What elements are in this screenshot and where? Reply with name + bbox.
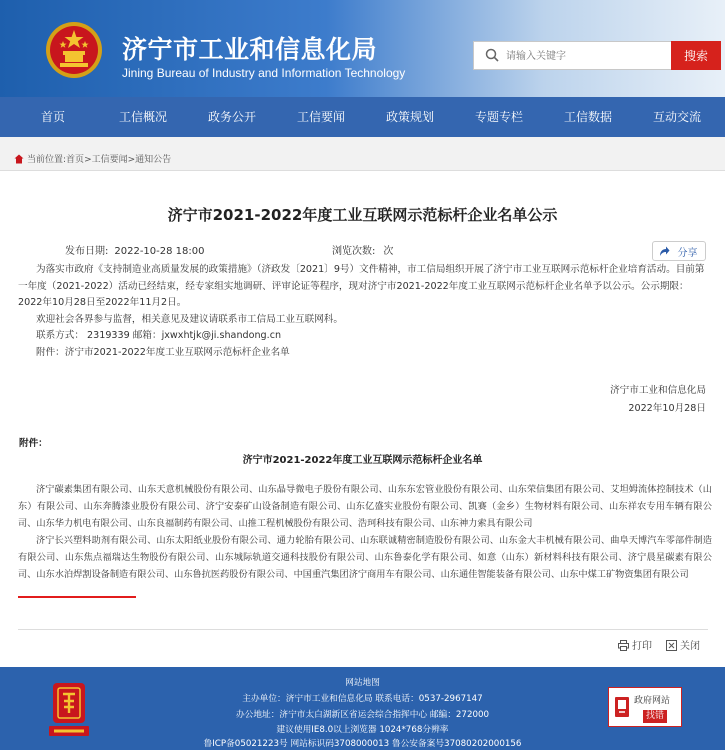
article-paragraph: 为落实市政府《支持制造业高质量发展的政策措施》（济政发〔2021〕9号）文件精神，市工信局组织开展了济宁市工业互联网示范标杆企业培育活动。目前第一年度（2021-2022）活动已经结束，经专家组实地调研、评审论证等程序，现对济宁市2021-2022年度工业互联网示范标杆企业名单予以公示。公示期限：2022年10月28日至2022年11月2日。 [18, 264, 705, 309]
company-paragraph: 济宁长兴塑料助剂有限公司、山东太阳纸业股份有限公司、通力轮胎有限公司、山东联诚精密制造股份有限公司、山东金大丰机械有限公司、曲阜天博汽车零部件制造有限公司、山东焦点福瑞达生物股份有限公司、山东城际轨道交通科技股份有限公司、山东鲁泰化学有限公司、如意（山东）新材料科技有限公司、济宁晨星碳素有限公司、山东水泊焊割设备制造有限公司、山东鲁抗医药股份有限公司、中国重汽集团济宁商用车有限公司、山东通佳智能装备有限公司、山东中煤工矿物资集团有限公司 [18, 535, 712, 581]
close-icon [666, 640, 677, 651]
print-label: 打印 [632, 641, 652, 652]
breadcrumb-notices[interactable]: 通知公告 [135, 155, 172, 165]
signer-date: 2022年10月28日 [628, 403, 706, 414]
breadcrumb-separator: > [84, 155, 92, 165]
nav-item-data[interactable]: 工信数据 [563, 110, 612, 124]
national-emblem-icon [44, 20, 104, 80]
nav-item-home[interactable]: 首页 [40, 110, 65, 124]
view-count [332, 242, 393, 257]
gov-badge-action: 找错 [643, 710, 667, 723]
article-body [18, 262, 710, 362]
publish-date-label: 发布日期: [65, 246, 109, 257]
company-list [18, 481, 712, 584]
nav-item-overview[interactable]: 工信概况 [118, 110, 167, 124]
view-count-label: 浏览次数: [332, 246, 376, 257]
attachment-title: 济宁市2021-2022年度工业互联网示范标杆企业名单 [242, 455, 483, 466]
company-paragraph: 济宁碳素集团有限公司、山东天意机械股份有限公司、山东晶导微电子股份有限公司、山东东宏管业股份有限公司、山东荣信集团有限公司、艾坦姆流体控制技术（山东）有限公司、山东奔腾漆业股份有限公司、济宁安泰矿山设备制造有限公司、山东亿盛实业股份有限公司、凯赛（金乡）生物材料有限公司、山东祥农专用车辆有限公司、山东华力机电有限公司、山东良福制药有限公司、山推工程机械股份有限公司、浩珂科技有限公司、山东神力索具有限公司 [18, 484, 712, 530]
close-button[interactable] [666, 637, 700, 652]
home-icon [14, 154, 24, 164]
site-subtitle: Jining Bureau of Industry and Information Technology [122, 66, 406, 80]
nav-item-policy[interactable]: 政策规划 [385, 110, 434, 124]
article-paragraph: 欢迎社会各界参与监督，相关意见及建议请联系市工信局工业互联网科。 [36, 313, 343, 325]
share-label: 分享 [677, 247, 698, 259]
footer-sponsor: 主办单位：济宁市工业和信息化局 联系电话：0537-2967147 [242, 694, 483, 704]
close-label: 关闭 [680, 641, 700, 652]
publish-date [65, 242, 205, 257]
breadcrumb-home[interactable]: 首页 [66, 155, 85, 165]
gov-badge-text: 政府网站 [634, 696, 671, 706]
nav-item-interaction[interactable]: 互动交流 [652, 110, 701, 124]
signer-org: 济宁市工业和信息化局 [610, 385, 706, 396]
breadcrumb-separator: > [127, 155, 136, 165]
footer-address: 办公地址：济宁市太白湖新区省运会综合指挥中心 邮编：272000 [235, 710, 490, 720]
print-button[interactable] [618, 637, 652, 652]
article-panel [0, 170, 725, 667]
site-title: 济宁市工业和信息化局 [122, 35, 378, 64]
footer-browser-note: 建议使用IE8.0以上浏览器 1024*768分辨率 [276, 725, 449, 735]
nav-item-news[interactable]: 工信要闻 [296, 110, 345, 124]
gov-website-error-report[interactable] [608, 687, 682, 727]
nav-item-topics[interactable]: 专题专栏 [474, 110, 523, 124]
report-error-icon [614, 696, 630, 718]
breadcrumb-prefix: 当前位置: [27, 155, 67, 165]
search-input[interactable] [506, 45, 666, 67]
divider [18, 629, 708, 630]
search-button[interactable]: 搜索 [671, 41, 721, 70]
print-icon [618, 640, 629, 651]
main-nav [0, 97, 725, 137]
view-count-value: 次 [383, 246, 394, 257]
breadcrumb-news[interactable]: 工信要闻 [91, 155, 128, 165]
search-icon [485, 48, 499, 62]
site-footer [0, 667, 725, 750]
attachment-label: 附件： [19, 438, 48, 449]
publish-date-value: 2022-10-28 18:00 [114, 246, 205, 257]
footer-icp[interactable]: 鲁ICP备05021223号 网站标识码3708000013 鲁公安备案号37080202000156 [203, 739, 522, 749]
highlight-underline [18, 596, 136, 598]
contact-info: 联系方式： 2319339 邮箱：jxwxhtjk@ji.shandong.cn [36, 330, 282, 342]
footer-sitemap-link[interactable]: 网站地图 [345, 678, 380, 688]
search-box [473, 41, 671, 70]
breadcrumb [14, 152, 171, 165]
share-button[interactable] [652, 241, 706, 261]
share-icon [659, 246, 670, 257]
nav-item-open-government[interactable]: 政务公开 [207, 110, 256, 124]
article-title: 济宁市2021-2022年度工业互联网示范标杆企业名单公示 [167, 206, 558, 224]
site-header [0, 0, 725, 97]
attachment-link[interactable]: 附件：济宁市2021-2022年度工业互联网示范标杆企业名单 [36, 346, 290, 358]
